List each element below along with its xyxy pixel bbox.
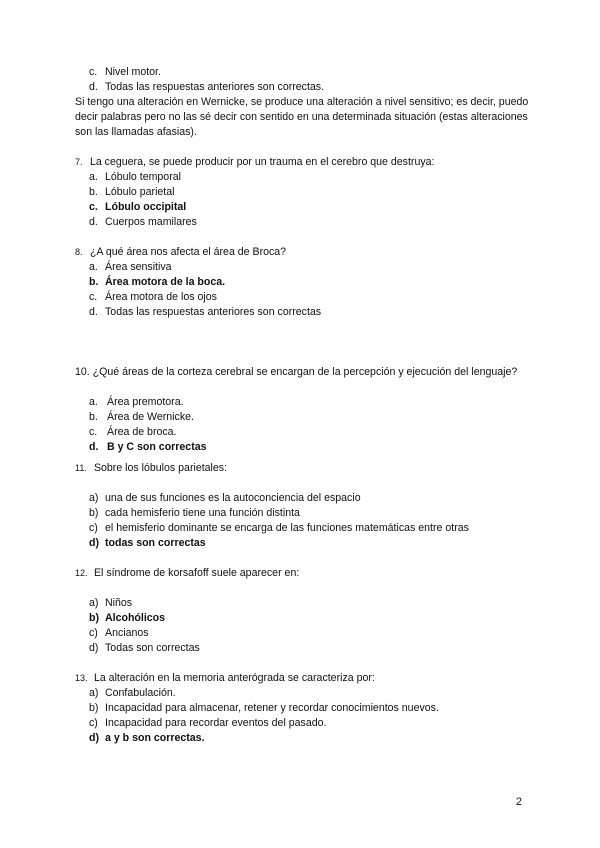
option: a. Área premotora. (89, 396, 184, 408)
option: d. Todas las respuestas anteriores son correctas (89, 306, 322, 318)
previous-question-options (75, 65, 530, 95)
option: a. Lóbulo temporal (89, 171, 181, 183)
option: b) Incapacidad para almacenar, retener y recordar conocimientos nuevos. (89, 702, 439, 714)
option: a) Confabulación. (89, 687, 176, 699)
option-correct: c. Lóbulo occipital (89, 201, 187, 213)
option: c) el hemisferio dominante se encarga de las funciones matemáticas entre otras (89, 522, 469, 534)
page-content (75, 65, 530, 746)
question-12 (75, 566, 530, 656)
option: a) Niños (89, 597, 133, 609)
question-text: La ceguera, se puede producir por un trauma en el cerebro que destruya: (89, 156, 435, 168)
question-number: 10. (75, 366, 90, 378)
question-text: ¿A qué área nos afecta el área de Broca? (89, 246, 287, 258)
wernicke-paragraph: Si tengo una alteración en Wernicke, se produce una alteración a nivel sensitivo; es decir, puedo decir palabras pero no las sé decir con sentido en una determinada situación (estas alteraciones son las llamadas afasias). (75, 96, 529, 138)
question-13 (75, 671, 530, 746)
option-correct: b. Área motora de la boca. (89, 276, 226, 288)
option: d. Todas las respuestas anteriores son correctas. (89, 81, 325, 93)
question-number: 13. (75, 673, 88, 683)
option-correct: b) Alcohólicos (89, 612, 166, 624)
option: b) cada hemisferio tiene una función distinta (89, 507, 300, 519)
option-correct: d) a y b son correctas. (89, 732, 205, 744)
option: c. Nivel motor. (89, 66, 161, 78)
option-correct: d) todas son correctas (89, 537, 206, 549)
option-correct: d. B y C son correctas (89, 441, 207, 453)
question-number: 11. (75, 463, 87, 473)
question-number: 8. (75, 247, 83, 257)
option: a. Área sensitiva (89, 261, 172, 273)
question-text: Sobre los lóbulos parietales: (93, 462, 228, 474)
option: c) Ancianos (89, 627, 149, 639)
question-11 (75, 461, 530, 551)
question-text: ¿Qué áreas de la corteza cerebral se encargan de la percepción y ejecución del lenguaje? (92, 366, 518, 378)
question-text: La alteración en la memoria anterógrada se caracteriza por: (93, 672, 375, 684)
question-8 (75, 245, 530, 320)
option: d. Cuerpos mamilares (89, 216, 197, 228)
option: b. Lóbulo parietal (89, 186, 175, 198)
question-10 (75, 365, 530, 455)
option: c. Área motora de los ojos (89, 291, 217, 303)
question-text: El síndrome de korsafoff suele aparecer en: (93, 567, 300, 579)
option: a) una de sus funciones es la autoconciencia del espacio (89, 492, 361, 504)
option: b. Área de Wernicke. (89, 411, 194, 423)
question-number: 12. (75, 568, 88, 578)
page-number: 2 (515, 796, 522, 808)
question-7 (75, 155, 530, 230)
question-number: 7. (75, 157, 83, 167)
option: c. Área de broca. (89, 426, 177, 438)
option: d) Todas son correctas (89, 642, 200, 654)
option: c) Incapacidad para recordar eventos del pasado. (89, 717, 327, 729)
